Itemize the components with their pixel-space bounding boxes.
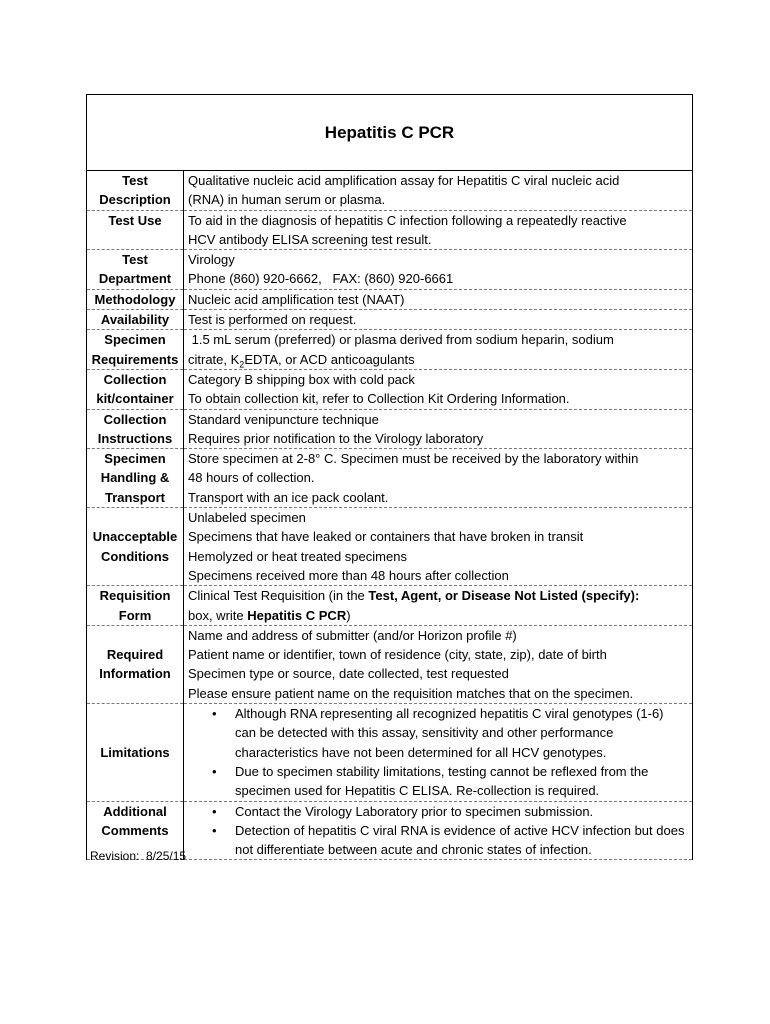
value-collection-instructions: Standard venipuncture technique Requires prior notification to the Virology laboratory <box>184 409 693 449</box>
row-limitations <box>87 704 693 801</box>
label-collection-kit: Collection kit/container <box>87 369 184 409</box>
label-methodology: Methodology <box>87 289 184 309</box>
label-test-use: Test Use <box>87 210 184 250</box>
comments-list <box>188 802 688 860</box>
list-item: • Contact the Virology Laboratory prior to specimen submission. <box>188 802 688 821</box>
row-test-department <box>87 250 693 290</box>
row-test-description <box>87 171 693 211</box>
document-title: Hepatitis C PCR <box>87 95 693 171</box>
value-test-use: To aid in the diagnosis of hepatitis C infection following a repeatedly reactive HCV antibody ELISA screening test result. <box>184 210 693 250</box>
list-item: • Due to specimen stability limitations, testing cannot be reflexed from the specimen used for Hepatitis C ELISA. Re-collection is required. <box>212 763 649 799</box>
limitations-list <box>188 704 688 800</box>
list-item: • Detection of hepatitis C viral RNA is evidence of active HCV infection but does not differentiate between acute and chronic states of infection. <box>212 822 685 858</box>
bullet-icon: • <box>212 706 217 722</box>
test-info-table <box>86 94 693 860</box>
label-limitations: Limitations <box>87 704 184 801</box>
row-unacceptable-conditions <box>87 508 693 586</box>
value-specimen-requirements: 1.5 mL serum (preferred) or plasma derived from sodium heparin, sodium citrate, $K_2EDTA$, or ACD anticoagulants <box>184 330 693 370</box>
bullet-icon: • <box>212 803 217 819</box>
row-availability <box>87 310 693 330</box>
row-requisition-form <box>87 586 693 626</box>
value-availability: Test is performed on request. <box>184 310 693 330</box>
row-specimen-handling <box>87 449 693 508</box>
row-specimen-requirements <box>87 330 693 370</box>
value-test-description: Qualitative nucleic acid amplification assay for Hepatitis C viral nucleic acid (RNA) in human serum or plasma. <box>184 171 693 211</box>
label-availability: Availability <box>87 310 184 330</box>
row-collection-instructions <box>87 409 693 449</box>
label-unacceptable-conditions: Unacceptable Conditions <box>87 508 184 586</box>
row-required-information <box>87 625 693 703</box>
revision-date: Revision: 8/25/15 <box>90 849 187 863</box>
value-test-department: Virology Phone (860) 920-6662, FAX: (860) 920-6661 <box>184 250 693 290</box>
value-requisition-form: Clinical Test Requisition (in the Test, Agent, or Disease Not Listed (specify): box, write Hepatitis C PCR) <box>184 586 693 626</box>
row-collection-kit <box>87 369 693 409</box>
list-item: • Although RNA representing all recognized hepatitis C viral genotypes (1-6) can be detected with this assay, sensitivity and other performance characteristics have not been determined for all HCV genotypes. <box>212 706 664 760</box>
value-additional-comments <box>184 801 693 860</box>
value-limitations <box>184 704 693 801</box>
value-unacceptable-conditions: Unlabeled specimen Specimens that have leaked or containers that have broken in transit Hemolyzed or heat treated specimens Specimens received more than 48 hours after collection <box>184 508 693 586</box>
row-test-use <box>87 210 693 250</box>
label-specimen-handling: Specimen Handling & Transport <box>87 449 184 508</box>
value-specimen-handling: Store specimen at 2-8° C. Specimen must be received by the laboratory within 48 hours of collection. Transport with an ice pack coolant. <box>184 449 693 508</box>
value-required-information: Name and address of submitter (and/or Horizon profile #) Patient name or identifier, town of residence (city, state, zip), date of birth Specimen type or source, date collected, test requested Please ensure patient name on the requisition matches that on the specimen. <box>184 625 693 703</box>
label-specimen-requirements: Specimen Requirements <box>87 330 184 370</box>
value-collection-kit: Category B shipping box with cold pack To obtain collection kit, refer to Collection Kit Ordering Information. <box>184 369 693 409</box>
row-methodology <box>87 289 693 309</box>
value-methodology: Nucleic acid amplification test (NAAT) <box>184 289 693 309</box>
spec-sheet <box>86 94 692 860</box>
label-collection-instructions: Collection Instructions <box>87 409 184 449</box>
bullet-icon: • <box>212 763 217 779</box>
label-test-description: Test Description <box>87 171 184 211</box>
bullet-icon: • <box>212 822 217 838</box>
label-test-department: Test Department <box>87 250 184 290</box>
label-requisition-form: Requisition Form <box>87 586 184 626</box>
label-required-information: Required Information <box>87 625 184 703</box>
label-additional-comments: Additional Comments <box>87 801 184 860</box>
